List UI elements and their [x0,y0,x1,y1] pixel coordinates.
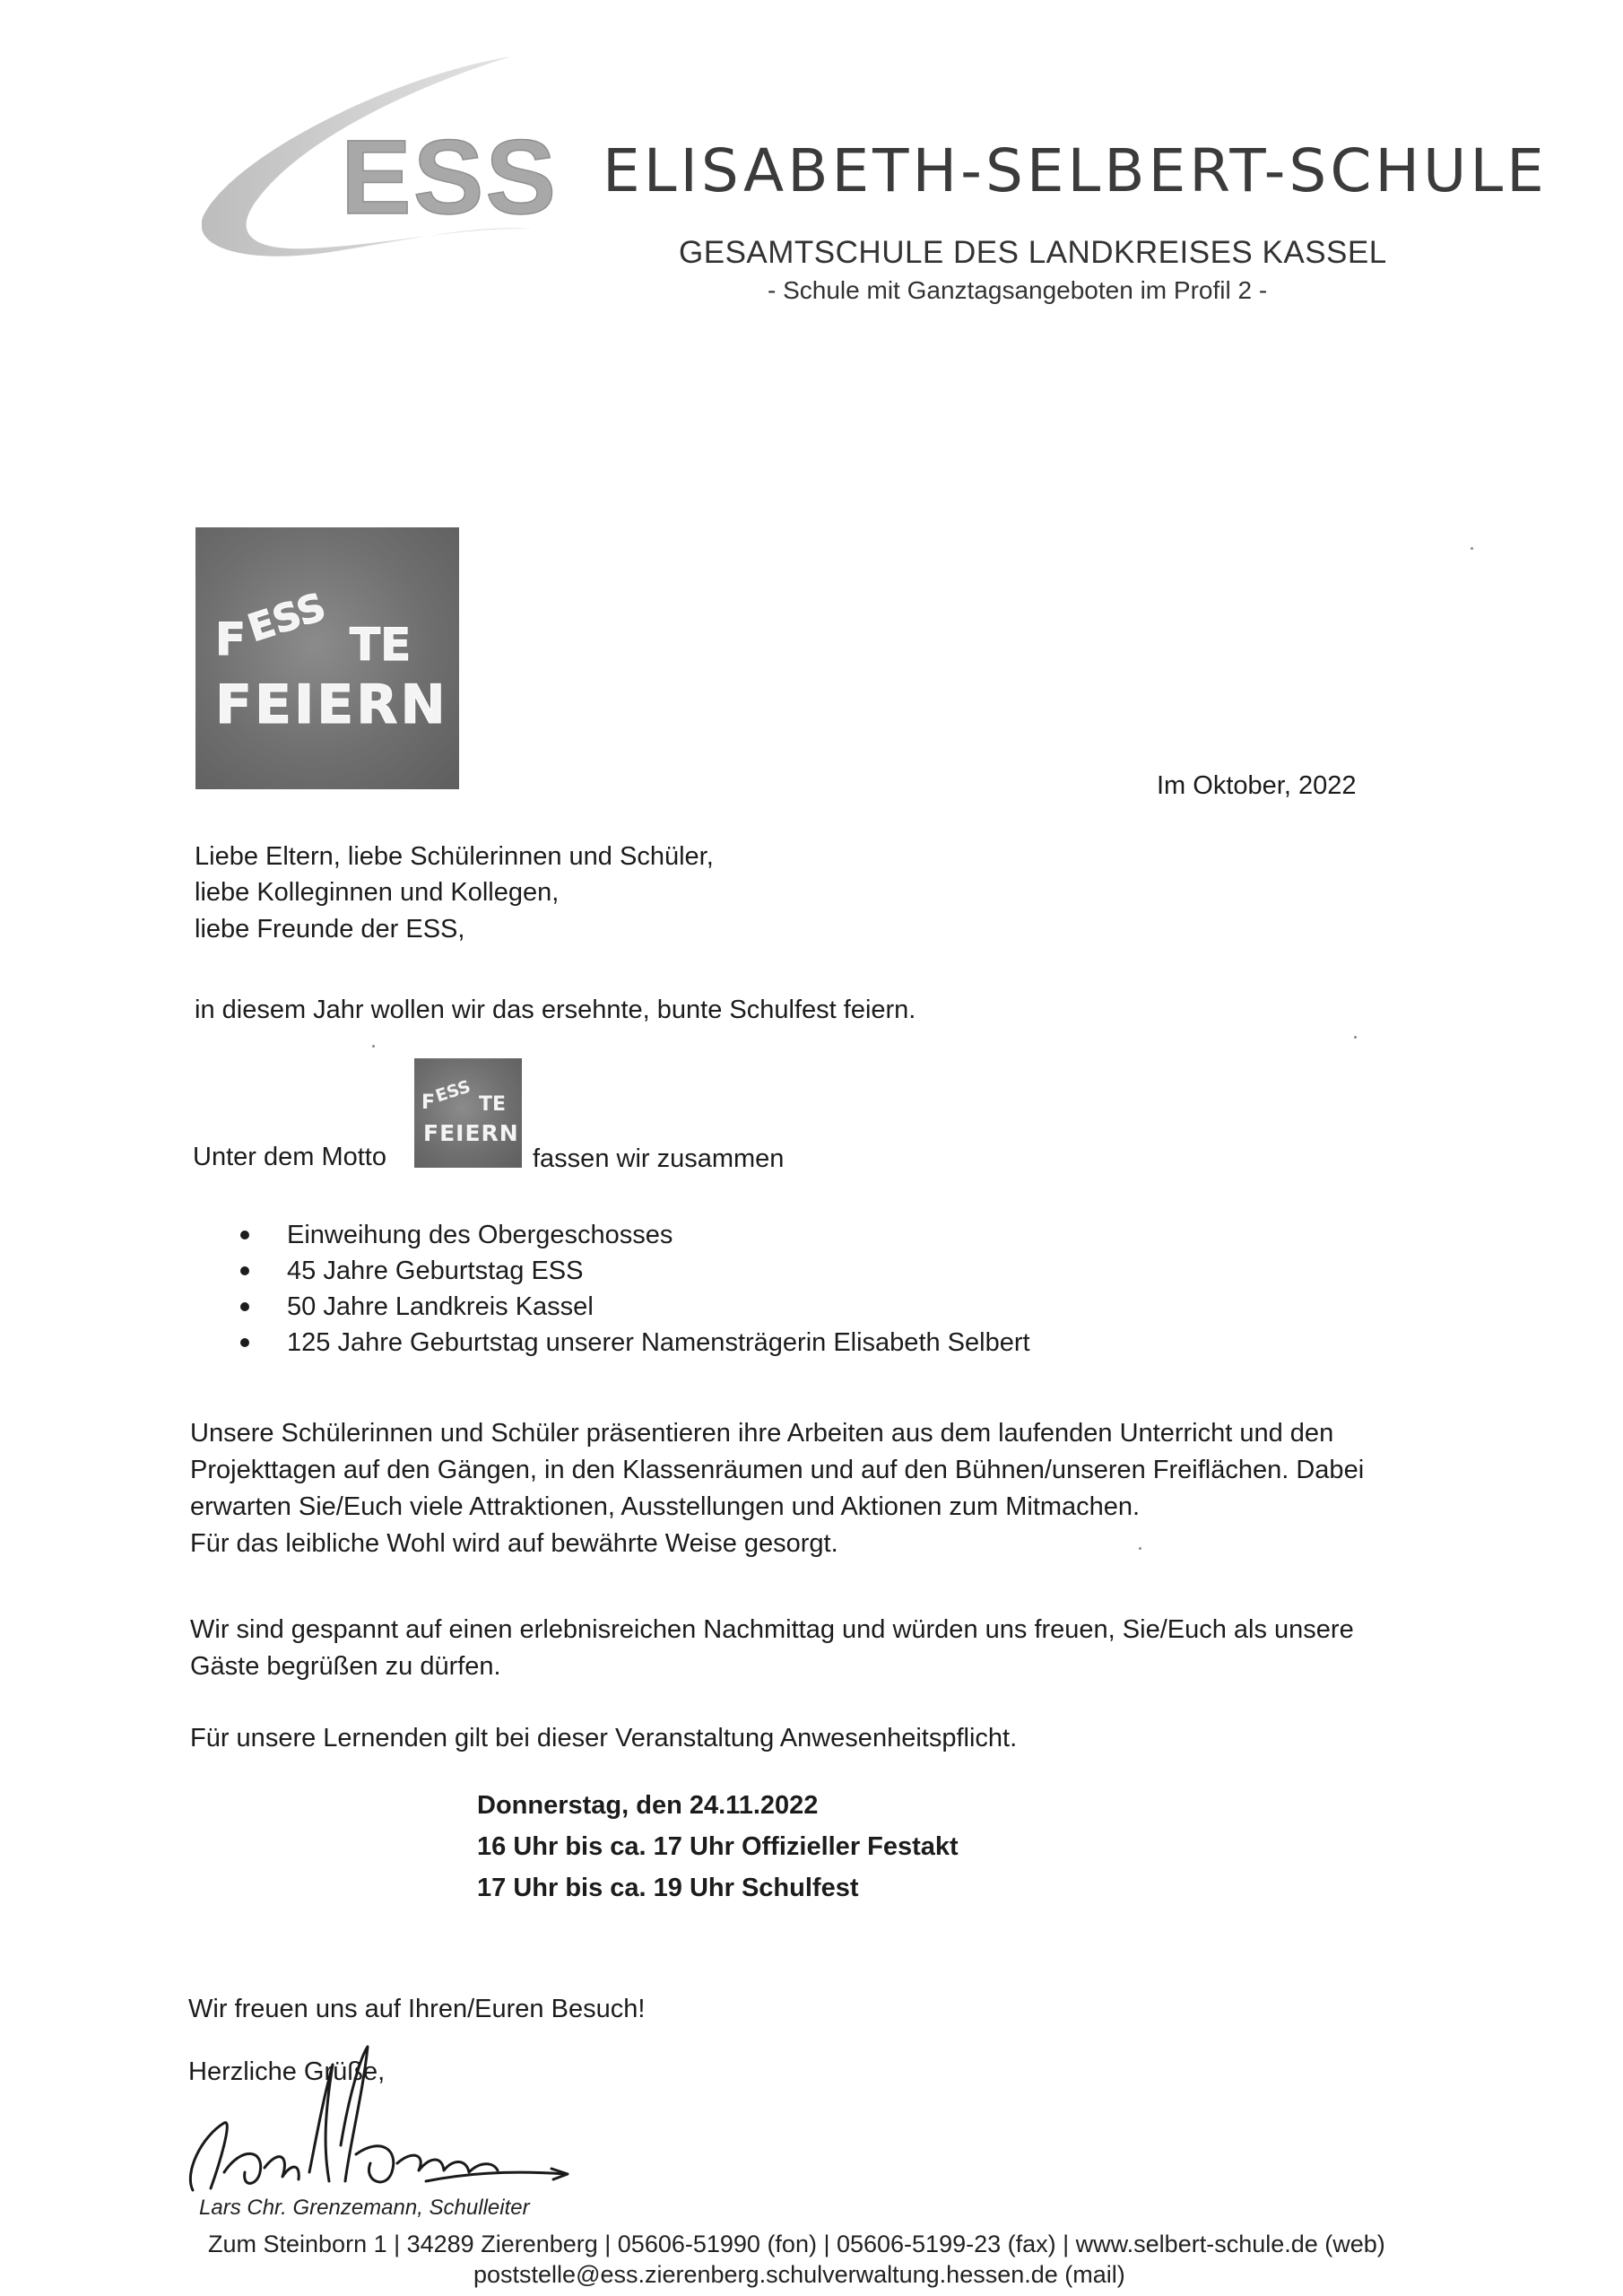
scan-speck [372,1045,375,1048]
signer-name: Lars Chr. Grenzemann, Schulleiter [199,2196,530,2220]
motto-small-f: F [421,1091,436,1114]
closing-line: Wir freuen uns auf Ihren/Euren Besuch! [188,1995,646,2023]
bullet-icon [240,1266,249,1275]
ess-logo [202,49,578,291]
paragraph-2-line-2: Gäste begrüßen zu dürfen. [190,1652,501,1681]
motto-line-before: Unter dem Motto [193,1143,386,1171]
bullet-icon [240,1231,249,1239]
paragraph-3: Für unsere Lernenden gilt bei dieser Veranstaltung Anwesenheitspflicht. [190,1724,1018,1752]
footer-email: poststelle@ess.zierenberg.schulverwaltung.hessen.de (mail) [473,2261,1125,2288]
paragraph-2-line-1: Wir sind gespannt auf einen erlebnisreichen Nachmittag und würden uns freuen, Sie/Euch als unsere [190,1615,1354,1644]
list-item [235,1325,1030,1361]
motto-large-te: TE [350,619,412,671]
handwritten-signature [157,2038,578,2204]
list-item-text: 125 Jahre Geburtstag unserer Namensträgerin Elisabeth Selbert [287,1328,1030,1357]
footer-address: Zum Steinborn 1 | 34289 Zierenberg | 05606-51990 (fon) | 05606-5199-23 (fax) | www.selbert-schule.de (web) [208,2231,1385,2257]
school-profile: - Schule mit Ganztagsangeboten im Profil 2 - [768,276,1268,304]
schedule-date: Donnerstag, den 24.11.2022 [477,1791,819,1820]
paragraph-1-line-2: Projekttagen auf den Gängen, in den Klassenräumen und auf den Bühnen/unseren Freiflächen. Dabei [190,1456,1365,1484]
motto-large-ess: ESS [242,584,331,651]
bullet-icon [240,1302,249,1311]
salutation-line-3: liebe Freunde der ESS, [195,915,465,944]
schedule-schulfest: 17 Uhr bis ca. 19 Uhr Schulfest [477,1874,859,1902]
scan-speck [1354,1036,1357,1039]
motto-line-after: fassen wir zusammen [533,1144,785,1173]
paragraph-1-line-3: erwarten Sie/Euch viele Attraktionen, Ausstellungen und Aktionen zum Mitmachen. [190,1492,1141,1521]
salutation-line-1: Liebe Eltern, liebe Schülerinnen und Schüler, [195,842,714,871]
paragraph-1-line-4: Für das leibliche Wohl wird auf bewährte Weise gesorgt. [190,1529,838,1558]
motto-small-feiern: FEIERN [423,1120,519,1146]
letter-date: Im Oktober, 2022 [1157,771,1357,800]
motto-small-te: TE [479,1093,507,1116]
salutation-line-2: liebe Kolleginnen und Kollegen, [195,878,560,907]
motto-image-small [414,1058,522,1168]
schedule-festakt: 16 Uhr bis ca. 17 Uhr Offizieller Festakt [477,1832,959,1861]
logo-text: ESS [341,118,559,237]
anniversary-list [235,1217,1030,1361]
intro-text: in diesem Jahr wollen wir das ersehnte, bunte Schulfest feiern. [195,996,916,1024]
list-item [235,1217,1030,1253]
motto-small-ess: ESS [433,1076,473,1107]
event-schedule [477,1785,959,1909]
list-item [235,1253,1030,1289]
bullet-icon [240,1338,249,1347]
scan-speck [1139,1547,1141,1550]
list-item [235,1289,1030,1325]
list-item-text: Einweihung des Obergeschosses [287,1221,673,1249]
motto-large-f: F [215,613,247,665]
closing-greeting: Herzliche Grüße, [188,2057,386,2086]
school-name: ELISABETH-SELBERT-SCHULE [603,136,1548,205]
list-item-text: 45 Jahre Geburtstag ESS [287,1257,584,1285]
motto-large-feiern: FEIERN [215,674,448,736]
scan-speck [1471,547,1473,550]
motto-image-large [195,527,459,789]
paragraph-1-line-1: Unsere Schülerinnen und Schüler präsentieren ihre Arbeiten aus dem laufenden Unterricht und den [190,1419,1334,1448]
school-subtitle: GESAMTSCHULE DES LANDKREISES KASSEL [679,235,1387,270]
list-item-text: 50 Jahre Landkreis Kassel [287,1292,594,1321]
